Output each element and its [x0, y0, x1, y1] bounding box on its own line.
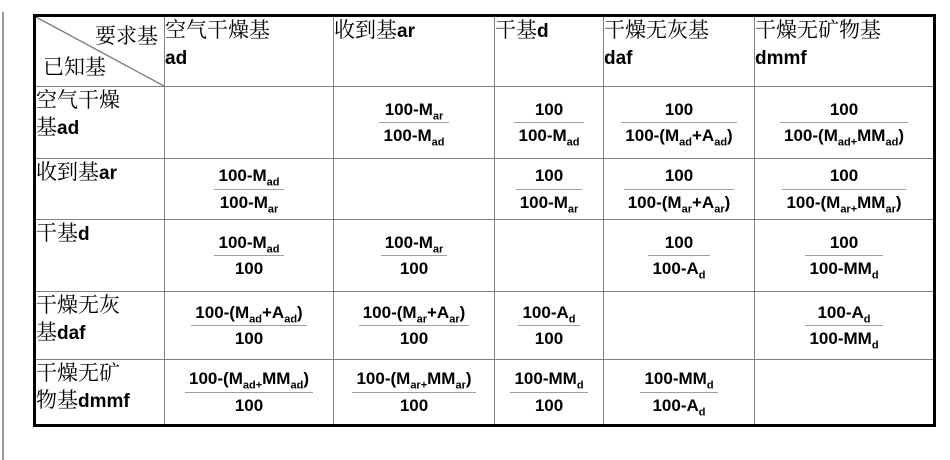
formula-cell-1-3	[604, 159, 755, 220]
basis-conversion-table	[33, 14, 936, 427]
slide-left-edge	[2, 12, 4, 460]
column-header-2: 干基d	[495, 16, 604, 87]
formula-cell-3-2	[495, 292, 604, 360]
fraction: $\frac{100-M_{ad}}{100-M_{ar}}$	[214, 165, 283, 213]
row-header-1: 收到基ar	[35, 159, 165, 220]
fraction: $\frac{100}{100-(M_{ar+}MM_{ar})}$	[782, 165, 905, 213]
formula-cell-4-0	[165, 360, 334, 426]
column-header-3: 干燥无灰基 daf	[604, 16, 755, 87]
formula-cell-0-3	[604, 87, 755, 159]
row-header-2: 干基d	[35, 220, 165, 292]
fraction: $\frac{100-(M_{ar+}MM_{ar})}{100}$	[352, 368, 475, 416]
fraction: $\frac{100-M_{ad}}{100}$	[214, 232, 283, 280]
formula-cell-4-2	[495, 360, 604, 426]
row-header-0: 空气干燥 基ad	[35, 87, 165, 159]
formula-cell-1-0	[165, 159, 334, 220]
column-header-1: 收到基ar	[334, 16, 495, 87]
fraction: $\frac{100-M_{ar}}{100-M_{ad}}$	[379, 99, 448, 147]
table-row-1	[35, 159, 935, 220]
formula-cell-2-4	[755, 220, 935, 292]
corner-label-known-basis: 已知基	[43, 55, 106, 79]
fraction: $\frac{100}{100-M_{ad}}$	[514, 99, 583, 147]
table-row-2	[35, 220, 935, 292]
fraction: $\frac{100}{100-(M_{ar}+A_{ar})}$	[624, 165, 735, 213]
empty-cell-4-4	[755, 360, 935, 426]
empty-cell-2-2	[495, 220, 604, 292]
formula-cell-3-4	[755, 292, 935, 360]
formula-cell-2-0	[165, 220, 334, 292]
formula-cell-3-0	[165, 292, 334, 360]
fraction: $\frac{100}{100-(M_{ad+}MM_{ad})}$	[780, 99, 908, 147]
row-header-4: 干燥无矿 物基dmmf	[35, 360, 165, 426]
formula-cell-2-3	[604, 220, 755, 292]
formula-cell-3-1	[334, 292, 495, 360]
header-row	[35, 16, 935, 87]
formula-cell-4-3	[604, 360, 755, 426]
formula-cell-0-2	[495, 87, 604, 159]
fraction: $\frac{100-(M_{ad+}MM_{ad})}{100}$	[185, 368, 313, 416]
corner-label-required-basis: 要求基	[95, 24, 158, 48]
table-row-0	[35, 87, 935, 159]
fraction: $\frac{100}{100-(M_{ad}+A_{ad})}$	[621, 99, 736, 147]
formula-cell-4-1	[334, 360, 495, 426]
fraction: $\frac{100}{100-M_{ar}}$	[516, 165, 583, 213]
table-row-4	[35, 360, 935, 426]
formula-cell-1-4	[755, 159, 935, 220]
fraction: $\frac{100-(M_{ar}+A_{ar})}{100}$	[359, 302, 470, 350]
table-row-3	[35, 292, 935, 360]
empty-cell-3-3	[604, 292, 755, 360]
formula-cell-0-4	[755, 87, 935, 159]
corner-header-cell	[35, 16, 165, 87]
fraction: $\frac{100-(M_{ad}+A_{ad})}{100}$	[191, 302, 306, 350]
formula-cell-0-1	[334, 87, 495, 159]
column-header-4: 干燥无矿物基 dmmf	[755, 16, 935, 87]
empty-cell-1-1	[334, 159, 495, 220]
column-header-0: 空气干燥基 ad	[165, 16, 334, 87]
fraction: $\frac{100-MM_d}{100}$	[510, 368, 587, 416]
formula-cell-2-1	[334, 220, 495, 292]
fraction: $\frac{100}{100-MM_d}$	[805, 232, 882, 280]
fraction: $\frac{100-M_{ar}}{100}$	[381, 232, 448, 280]
row-header-3: 干燥无灰 基daf	[35, 292, 165, 360]
empty-cell-0-0	[165, 87, 334, 159]
formula-cell-1-2	[495, 159, 604, 220]
fraction: $\frac{100-A_d}{100-MM_d}$	[805, 302, 882, 350]
fraction: $\frac{100}{100-A_d}$	[648, 232, 709, 280]
fraction: $\frac{100-MM_d}{100-A_d}$	[640, 368, 717, 416]
fraction: $\frac{100-A_d}{100}$	[518, 302, 579, 350]
